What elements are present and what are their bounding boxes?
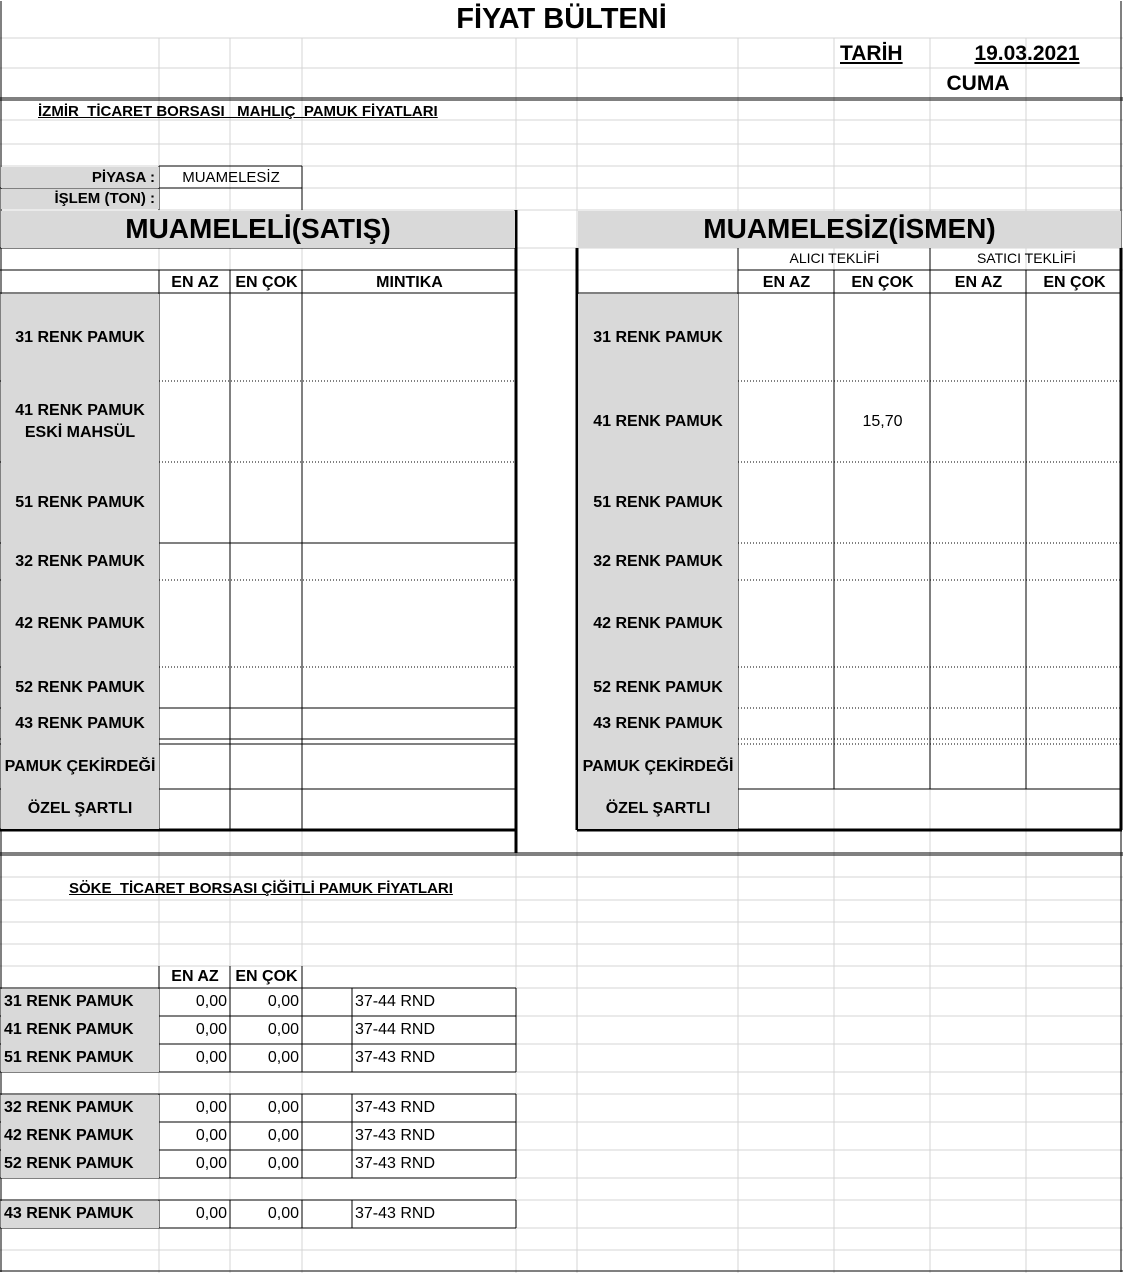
soke-row-en-az: 0,00 (195, 1099, 227, 1116)
right-row-value (739, 462, 834, 543)
right-row-value (739, 708, 834, 739)
right-col-header-seller-en-cok: EN ÇOK (1043, 274, 1106, 291)
soke-row-note: 37-43 RND (355, 1205, 436, 1222)
right-row-value (1027, 744, 1122, 789)
islem-label: İŞLEM (TON) : (54, 190, 155, 207)
right-col-header-seller-en-az: EN AZ (954, 274, 1003, 291)
left-row-en-az (160, 789, 230, 829)
piyasa-value: MUAMELESİZ (182, 169, 280, 186)
soke-row-en-cok: 0,00 (267, 993, 299, 1010)
weekday: CUMA (946, 72, 1010, 95)
soke-row-note: 37-43 RND (355, 1049, 436, 1066)
soke-row-en-cok: 0,00 (267, 1099, 299, 1116)
right-row-value (931, 462, 1026, 543)
left-row-label: 42 RENK PAMUK (15, 614, 145, 632)
left-row-en-cok (231, 667, 302, 708)
soke-row-en-cok: 0,00 (267, 1049, 299, 1066)
right-row-value (1027, 667, 1122, 708)
right-row-value (931, 744, 1026, 789)
right-row-value (739, 381, 834, 462)
right-row-value (1027, 294, 1122, 381)
left-row-en-cok (231, 744, 302, 789)
soke-row-note: 37-43 RND (355, 1099, 436, 1116)
left-row-en-cok (231, 381, 302, 462)
soke-row-note: 37-43 RND (355, 1127, 436, 1144)
right-row-value (835, 543, 930, 580)
piyasa-label: PİYASA : (91, 169, 155, 186)
right-col-header-buyer-en-az: EN AZ (762, 274, 811, 291)
right-row-value (739, 294, 834, 381)
right-row-value (739, 744, 834, 789)
soke-row-en-cok: 0,00 (267, 1155, 299, 1172)
buyer-offer-header: ALICI TEKLİFİ (789, 250, 880, 266)
right-row-value (931, 381, 1026, 462)
soke-row-label: 52 RENK PAMUK (4, 1155, 134, 1172)
soke-row-label: 51 RENK PAMUK (4, 1049, 134, 1066)
right-row-value (739, 543, 834, 580)
right-row-value (1027, 462, 1122, 543)
right-row-value (931, 294, 1026, 381)
left-col-header-en-cok: EN ÇOK (235, 274, 298, 291)
right-row-label: 43 RENK PAMUK (593, 714, 723, 732)
left-row-mintika (303, 744, 516, 789)
right-row-value (1027, 543, 1122, 580)
right-row-value (931, 667, 1026, 708)
right-row-value (835, 462, 930, 543)
left-row-mintika (303, 543, 516, 580)
left-col-header-en-az: EN AZ (171, 274, 219, 291)
right-row-value (739, 789, 1121, 829)
soke-row-en-az: 0,00 (195, 1021, 227, 1038)
left-row-en-cok (231, 543, 302, 580)
soke-row-label: 43 RENK PAMUK (4, 1205, 134, 1222)
right-row-value (835, 580, 930, 667)
page-title: FİYAT BÜLTENİ (456, 3, 667, 35)
left-row-en-cok (231, 580, 302, 667)
left-row-en-az (160, 744, 230, 789)
soke-row-en-az: 0,00 (195, 993, 227, 1010)
date-label: TARİH (840, 42, 903, 65)
left-row-label: 52 RENK PAMUK (15, 678, 145, 696)
soke-col-header-en-cok: EN ÇOK (235, 968, 298, 985)
right-row-value (931, 708, 1026, 739)
left-panel-title: MUAMELELİ(SATIŞ) (125, 213, 391, 244)
date-value: 19.03.2021 (974, 42, 1080, 65)
right-row-value (835, 708, 930, 739)
right-row-value (1027, 580, 1122, 667)
soke-row-note: 37-43 RND (355, 1155, 436, 1172)
left-row-mintika (303, 294, 516, 381)
left-row-en-cok (231, 708, 302, 739)
right-row-value: 15,70 (862, 412, 903, 430)
soke-row-label: 42 RENK PAMUK (4, 1127, 134, 1144)
soke-row-en-cok: 0,00 (267, 1021, 299, 1038)
seller-offer-header: SATICI TEKLİFİ (976, 250, 1077, 266)
left-row-en-az (160, 462, 230, 543)
left-row-mintika (303, 381, 516, 462)
right-row-value (931, 543, 1026, 580)
soke-row-label: 31 RENK PAMUK (4, 993, 134, 1010)
soke-row-en-az: 0,00 (195, 1127, 227, 1144)
right-row-value (931, 580, 1026, 667)
right-row-value (739, 580, 834, 667)
left-row-en-cok (231, 462, 302, 543)
right-row-label: 32 RENK PAMUK (593, 552, 723, 570)
left-row-label: ÖZEL ŞARTLI (27, 800, 133, 817)
right-row-value (835, 667, 930, 708)
left-row-en-az (160, 580, 230, 667)
left-row-en-az (160, 294, 230, 381)
left-row-mintika (303, 667, 516, 708)
right-row-label: 42 RENK PAMUK (593, 614, 723, 632)
soke-row-note: 37-44 RND (355, 993, 436, 1010)
left-row-en-az (160, 708, 230, 739)
izmir-section-title: İZMİR TİCARET BORSASI MAHLIÇ PAMUK FİYATLARI (38, 103, 438, 120)
left-row-en-az (160, 381, 230, 462)
soke-row-en-az: 0,00 (195, 1049, 227, 1066)
soke-row-label: 41 RENK PAMUK (4, 1021, 134, 1038)
right-row-label: 51 RENK PAMUK (593, 493, 723, 511)
right-row-label: PAMUK ÇEKİRDEĞİ (582, 757, 734, 775)
right-row-value (1027, 708, 1122, 739)
right-row-value (835, 294, 930, 381)
soke-row-en-az: 0,00 (195, 1155, 227, 1172)
soke-row-en-az: 0,00 (195, 1205, 227, 1222)
left-row-mintika (303, 462, 516, 543)
right-row-label: ÖZEL ŞARTLI (605, 800, 711, 817)
left-row-en-az (160, 543, 230, 580)
soke-row-label: 32 RENK PAMUK (4, 1099, 134, 1116)
soke-col-header-en-az: EN AZ (171, 968, 219, 985)
left-row-mintika (303, 580, 516, 667)
left-row-label: PAMUK ÇEKİRDEĞİ (4, 757, 156, 775)
soke-row-en-cok: 0,00 (267, 1205, 299, 1222)
left-row-label: 41 RENK PAMUK ESKİ MAHSÜL (15, 401, 145, 441)
left-row-mintika (303, 789, 516, 829)
left-row-en-cok (231, 789, 302, 829)
soke-row-note: 37-44 RND (355, 1021, 436, 1038)
right-row-value (739, 667, 834, 708)
left-row-label: 32 RENK PAMUK (15, 552, 145, 570)
left-row-mintika (303, 708, 516, 739)
right-panel-title: MUAMELESİZ(İSMEN) (703, 213, 996, 244)
left-row-label: 51 RENK PAMUK (15, 493, 145, 511)
soke-section-title: SÖKE TİCARET BORSASI ÇİĞİTLİ PAMUK FİYATLARI (69, 880, 453, 897)
right-row-label: 52 RENK PAMUK (593, 678, 723, 696)
right-row-value (1027, 381, 1122, 462)
right-row-label: 31 RENK PAMUK (593, 328, 723, 346)
soke-row-en-cok: 0,00 (267, 1127, 299, 1144)
right-col-header-buyer-en-cok: EN ÇOK (851, 274, 914, 291)
left-row-label: 31 RENK PAMUK (15, 328, 145, 346)
left-col-header-mintika: MINTIKA (376, 274, 443, 291)
left-row-label: 43 RENK PAMUK (15, 714, 145, 732)
left-row-en-cok (231, 294, 302, 381)
left-row-en-az (160, 667, 230, 708)
right-row-value (835, 744, 930, 789)
right-row-label: 41 RENK PAMUK (593, 412, 723, 430)
